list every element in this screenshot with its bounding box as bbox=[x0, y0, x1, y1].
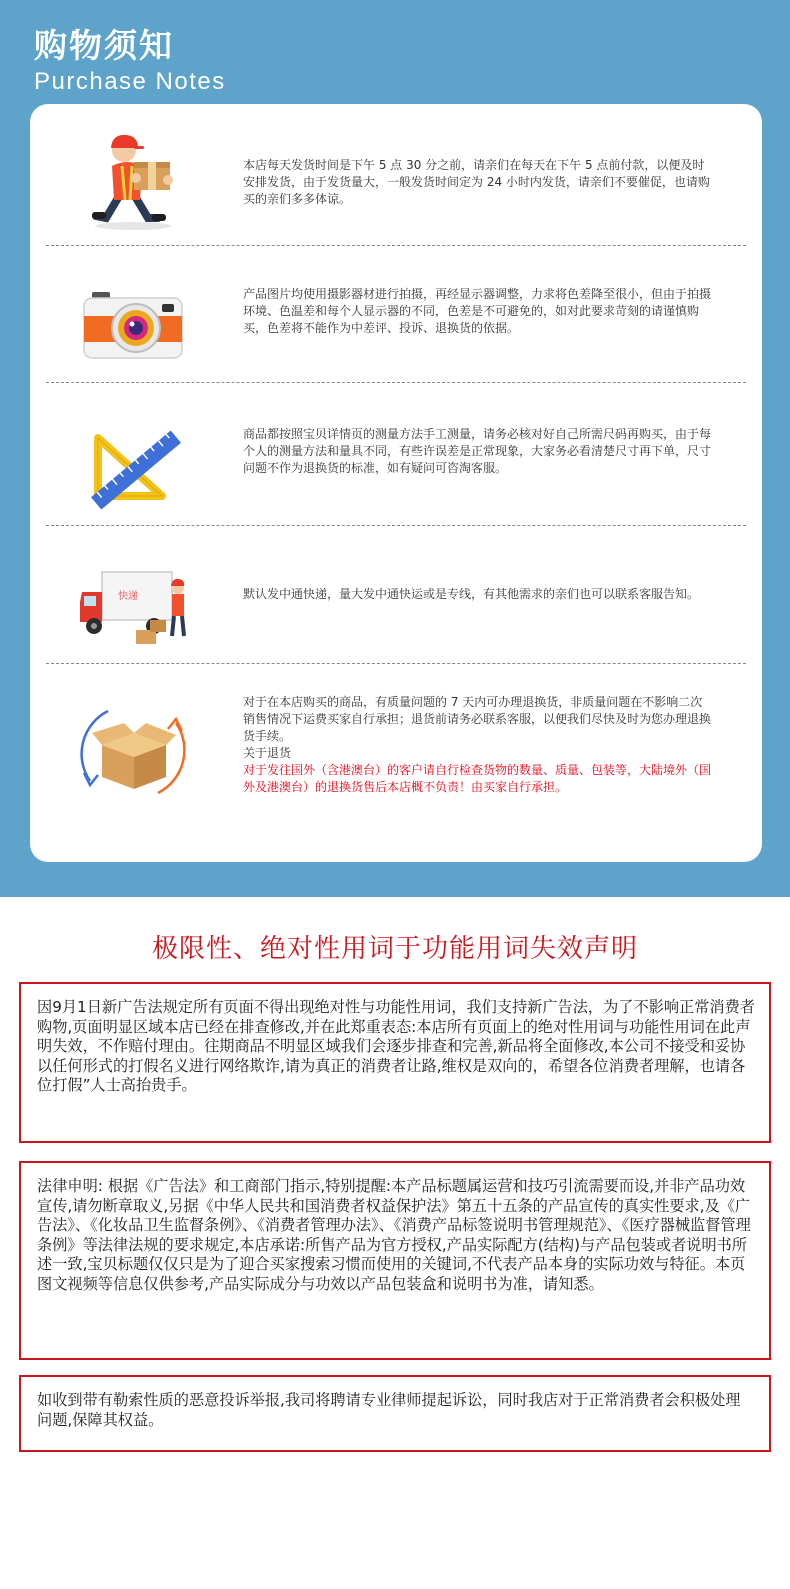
note-text: 对于在本店购买的商品，有质量问题的 7 天内可办理退换货，非质量问题在不影响二次销售情况下运费买家自行承担；退货前请务必联系客服，以便我们尽快及时为您办理退换货手续。 bbox=[243, 695, 712, 743]
camera-icon bbox=[78, 264, 188, 374]
note-color-difference bbox=[30, 262, 762, 382]
declaration-paragraph: 法律申明: 根据《广告法》和工商部门指示,特别提醒:本产品标题属运营和技巧引流需要而设,并非产品功效宣传,请勿断章取义,另据《中华人民共和国消费者权益保护法》第五十五条的产品宣传的真实性要求,及《广告法》、《化妆品卫生监督条例》、《消费者管理办法》、《消费产品标签说明书管理规范》、《医疗器械监督管理条例》等法律法规的要求规定,本店承诺:所售产品为官方授权,产品实际配方(结构)与产品包装或者说明书所述一致,宝贝标题仅仅只是为了迎合买家搜索习惯而使用的关键词,不代表产品本身的实际功效与特征。本页图文视频等信息仅供参考,产品实际成分与功效以产品包装盒和说明书为准，请知悉。 bbox=[37, 1177, 751, 1293]
note-text: 默认发中通快递，量大发中通快运或是专线，有其他需求的亲们也可以联系客服告知。 bbox=[243, 587, 700, 601]
divider bbox=[46, 382, 746, 383]
ruler-icon bbox=[78, 408, 188, 518]
note-text: 产品图片均使用摄影器材进行拍摄，再经显示器调整，力求将色差降至很小，但由于拍摄环境、色温差和每个人显示器的不同，色差是不可避免的，如对此要求苛刻的请谨慎购买，色差将不能作为中差评、投诉、退换货的依据。 bbox=[243, 287, 712, 335]
note-shipping bbox=[30, 122, 762, 242]
notes-card bbox=[30, 104, 762, 862]
declaration-box-legal bbox=[19, 1161, 771, 1360]
note-text: 本店每天发货时间是下午 5 点 30 分之前，请亲们在每天在下午 5 点前付款，以便及时安排发货，由于发货量大，一般发货时间定为 24 小时内发货，请亲们不要催促，也请购买的亲们多多体谅。 bbox=[243, 158, 710, 206]
declaration-title: 极限性、绝对性用词于功能用词失效声明 bbox=[151, 934, 638, 964]
declaration-paragraph: 因9月1日新广告法规定所有页面不得出现绝对性与功能性用词，我们支持新广告法，为了不影响正常消费者购物,页面明显区域本店已经在排查修改,并在此郑重表态:本店所有页面上的绝对性用词与功能性用词在此声明失效，不作赔付理由。往期商品不明显区域我们会逐步排查和完善,新品将全面修改,本公司不接受和妥协以任何形式的打假名义进行网络欺诈,请为真正的消费者让路,维权是双向的，希望各位消费者理解，也请各位打假”人士高抬贵手。 bbox=[37, 998, 755, 1094]
note-text: 商品都按照宝贝详情页的测量方法手工测量，请务必核对好自己所需尺码再购买，由于每个人的测量方法和量具不同，有些许误差是正常现象，大家务必看清楚尺寸再下单，尺寸问题不作为退换货的标准，如有疑问可咨淘客服。 bbox=[243, 427, 712, 475]
declaration-box-complaint bbox=[19, 1375, 771, 1452]
note-warning: 对于发往国外（含港澳台）的客户请自行检查货物的数量、质量、包装等，大陆境外（国外及港澳台）的退换货售后本店概不负责！由买家自行承担。 bbox=[243, 763, 712, 794]
note-subheading: 关于退货 bbox=[243, 746, 292, 760]
divider bbox=[46, 525, 746, 526]
page-title: 购物须知 bbox=[34, 26, 174, 65]
return-box-icon bbox=[78, 697, 188, 807]
divider bbox=[46, 663, 746, 664]
divider bbox=[46, 245, 746, 246]
declaration-paragraph: 如收到带有勒索性质的恶意投诉举报,我司将聘请专业律师提起诉讼，同时我店对于正常消费者会积极处理问题,保障其权益。 bbox=[37, 1391, 741, 1429]
page-subtitle: Purchase Notes bbox=[34, 68, 226, 95]
note-measurement bbox=[30, 402, 762, 522]
note-courier bbox=[30, 544, 762, 644]
delivery-man-icon bbox=[78, 122, 188, 232]
declaration-box-advertising bbox=[19, 982, 771, 1143]
truck-icon bbox=[78, 544, 188, 654]
svg-text:快递: 快递 bbox=[118, 591, 138, 602]
note-text-block bbox=[243, 694, 713, 796]
note-returns bbox=[30, 689, 762, 849]
